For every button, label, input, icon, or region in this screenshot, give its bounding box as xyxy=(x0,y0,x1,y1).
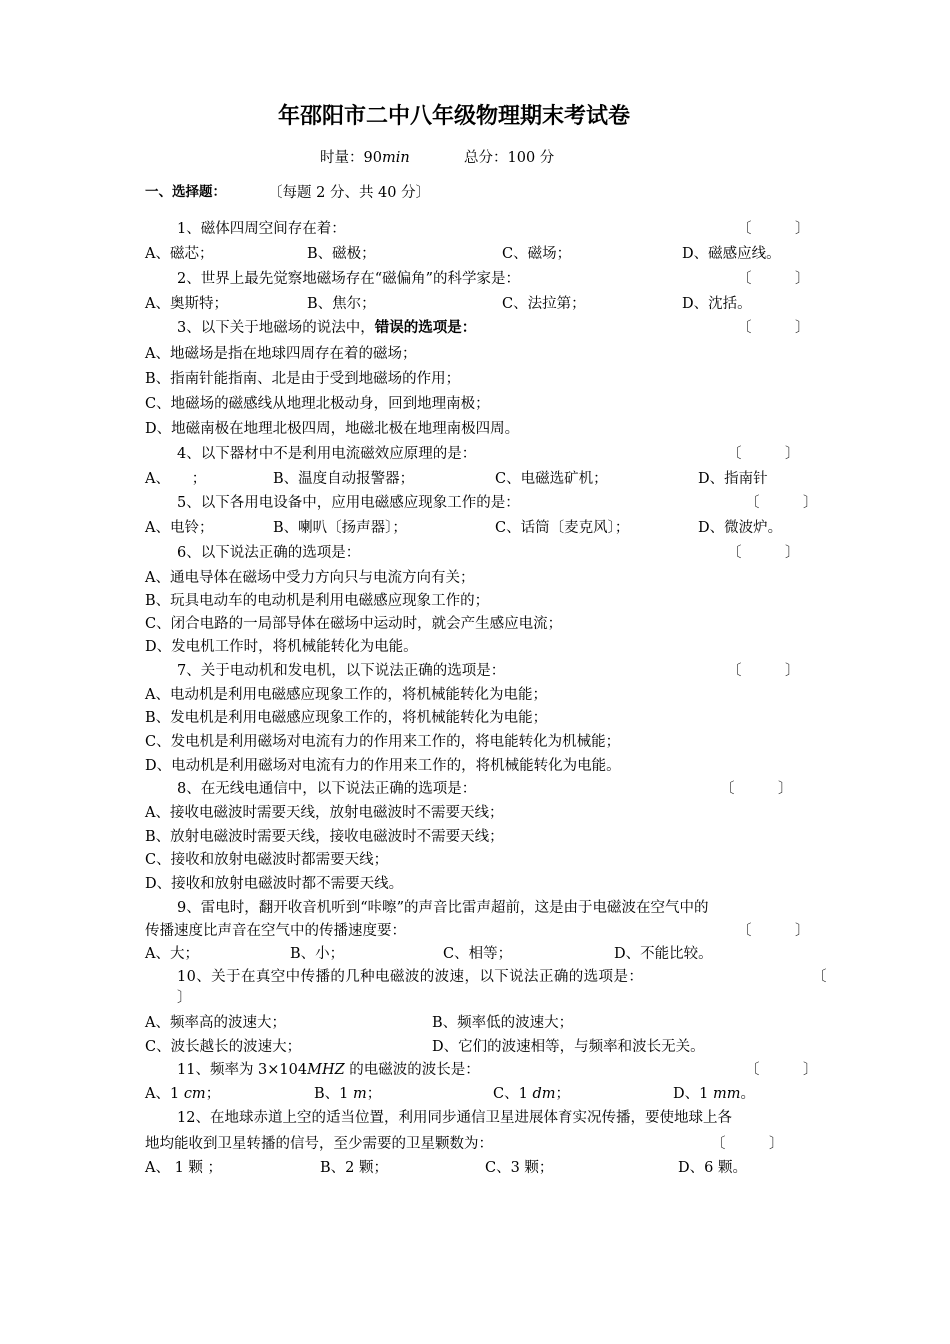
q11-d-unit: mm xyxy=(712,1086,741,1102)
q11-option-d xyxy=(673,1087,755,1102)
q6-option-c: C、闭合电路的一局部导体在磁场中运动时，就会产生感应电流； xyxy=(145,616,563,632)
question-7-stem: 7、关于电动机和发电机，以下说法正确的选项是： xyxy=(177,663,506,679)
question-3-stem xyxy=(177,321,476,336)
answer-bracket-12: 〔 〕 xyxy=(711,1136,784,1152)
question-10-stem: 10、关于在真空中传播的几种电磁波的波速，以下说法正确的选项是： xyxy=(177,969,644,985)
q11-b-value: B、1 xyxy=(314,1086,353,1102)
q5-option-c: C、话筒〔麦克风〕； xyxy=(495,520,630,536)
question-9-stem: 9、雷电时，翻开收音机听到“咔嚓”的声音比雷声超前，这是由于电磁波在空气中的 xyxy=(177,900,709,916)
q11-a-value: A、1 xyxy=(145,1086,184,1102)
q3-option-b: B、指南针能指南、北是由于受到地磁场的作用； xyxy=(145,371,461,387)
q8-option-c: C、接收和放射电磁波时都需要天线； xyxy=(145,852,389,868)
page-title: 年邵阳市二中八年级物理期末考试卷 xyxy=(278,104,631,129)
q10-option-a: A、频率高的波速大； xyxy=(145,1015,286,1031)
question-9-stem-continued: 传播速度比声音在空气中的传播速度要： xyxy=(145,923,406,939)
answer-bracket-3: 〔 〕 xyxy=(737,320,810,336)
q7-option-b: B、发电机是利用电磁感应现象工作的，将机械能转化为电能； xyxy=(145,710,548,726)
question-2-stem: 2、世界上最先觉察地磁场存在“磁偏角”的科学家是： xyxy=(177,271,521,287)
q4-option-a: A、 ； xyxy=(145,471,207,487)
q6-option-b: B、玩具电动车的电动机是利用电磁感应现象工作的； xyxy=(145,593,490,609)
q12-option-a: A、 1 颗 ； xyxy=(145,1160,223,1176)
question-6-stem: 6、以下说法正确的选项是： xyxy=(177,545,361,561)
q7-option-a: A、电动机是利用电磁感应现象工作的，将机械能转化为电能； xyxy=(145,687,547,703)
q12-option-b: B、2 颗； xyxy=(320,1160,388,1176)
q5-option-b: B、喇叭〔扬声器〕； xyxy=(273,520,407,536)
question-1-stem: 1、磁体四周空间存在着： xyxy=(177,221,346,237)
q5-option-d: D、微波炉。 xyxy=(698,520,783,536)
answer-bracket-11: 〔 〕 xyxy=(745,1062,818,1078)
exam-total-score: 总分：100 分 xyxy=(464,150,555,166)
q11-option-b xyxy=(314,1087,381,1102)
question-8-stem: 8、在无线电通信中，以下说法正确的选项是： xyxy=(177,781,477,797)
q2-option-d: D、沈括。 xyxy=(682,296,752,312)
q8-option-a: A、接收电磁波时需要天线，放射电磁波时不需要天线； xyxy=(145,805,504,821)
q8-option-d: D、接收和放射电磁波时都不需要天线。 xyxy=(145,876,404,892)
q12-option-d: D、6 颗。 xyxy=(678,1160,747,1176)
answer-bracket-5: 〔 〕 xyxy=(745,495,818,511)
q10-option-b: B、频率低的波速大； xyxy=(432,1015,574,1031)
answer-bracket-4: 〔 〕 xyxy=(727,446,800,462)
q11-d-punct: 。 xyxy=(740,1086,755,1102)
q11-stem-unit: MHZ xyxy=(307,1062,345,1078)
q3-option-d: D、地磁南极在地理北极四周，地磁北极在地理南极四周。 xyxy=(145,421,520,437)
question-12-stem: 12、在地球赤道上空的适当位置，利用同步通信卫星进展体育实况传播，要使地球上各 xyxy=(177,1110,732,1126)
answer-bracket-8: 〔 〕 xyxy=(720,781,793,797)
q6-option-d: D、发电机工作时，将机械能转化为电能。 xyxy=(145,639,418,655)
answer-bracket-6: 〔 〕 xyxy=(727,545,800,561)
q3-option-c: C、地磁场的磁感线从地理北极动身，回到地理南极； xyxy=(145,396,490,412)
q4-option-d: D、指南针 xyxy=(698,471,768,487)
q9-option-c: C、相等； xyxy=(443,946,513,962)
section-heading: 一、选择题： xyxy=(145,184,226,200)
q11-a-unit: cm xyxy=(183,1086,206,1102)
q7-option-c: C、发电机是利用磁场对电流有力的作用来工作的，将电能转化为机械能； xyxy=(145,734,621,750)
q11-option-c xyxy=(493,1087,570,1102)
q8-option-b: B、放射电磁波时需要天线，接收电磁波时不需要天线； xyxy=(145,829,504,845)
exam-time xyxy=(320,151,410,166)
q2-option-a: A、奥斯特； xyxy=(145,296,228,312)
q1-option-b: B、磁极； xyxy=(307,246,376,262)
answer-bracket-10-open: 〔 xyxy=(812,969,827,985)
q10-option-d: D、它们的波速相等，与频率和波长无关。 xyxy=(432,1039,705,1055)
q11-c-value: C、1 xyxy=(493,1086,533,1102)
time-label: 时量：90 xyxy=(320,150,382,166)
q5-option-a: A、电铃； xyxy=(145,520,214,536)
q9-option-d: D、不能比较。 xyxy=(614,946,713,962)
q11-c-punct: ； xyxy=(555,1086,570,1102)
q11-a-punct: ； xyxy=(205,1086,221,1102)
q12-option-c: C、3 颗； xyxy=(485,1160,554,1176)
q11-stem-post: 的电磁波的波长是： xyxy=(344,1062,480,1078)
q3-stem-emphasis: 错误的选项是： xyxy=(374,319,477,336)
q1-option-d: D、磁感应线。 xyxy=(682,246,781,262)
q1-option-a: A、磁芯； xyxy=(145,246,214,262)
q7-option-d: D、电动机是利用磁场对电流有力的作用来工作的，将机械能转化为电能。 xyxy=(145,758,621,774)
q11-b-unit: m xyxy=(353,1086,367,1102)
q9-option-b: B、小； xyxy=(290,946,345,962)
q4-option-c: C、电磁选矿机； xyxy=(495,471,608,487)
q11-c-unit: dm xyxy=(532,1086,556,1102)
q2-option-c: C、法拉第； xyxy=(502,296,586,312)
question-12-stem-continued: 地均能收到卫星转播的信号，至少需要的卫星颗数为： xyxy=(145,1136,493,1152)
q3-stem-text: 3、以下关于地磁场的说法中， xyxy=(177,320,375,336)
answer-bracket-10-close: 〕 xyxy=(177,990,192,1006)
question-5-stem: 5、以下各用电设备中，应用电磁感应现象工作的是： xyxy=(177,495,520,511)
q4-option-b: B、温度自动报警器； xyxy=(273,471,415,487)
q11-b-punct: ； xyxy=(366,1086,382,1102)
q1-option-c: C、磁场； xyxy=(502,246,572,262)
q6-option-a: A、通电导体在磁场中受力方向只与电流方向有关； xyxy=(145,570,475,586)
answer-bracket-1: 〔 〕 xyxy=(737,221,810,237)
answer-bracket-2: 〔 〕 xyxy=(737,271,810,287)
q11-d-value: D、1 xyxy=(673,1086,713,1102)
q11-stem-pre: 11、频率为 3×104 xyxy=(177,1062,308,1078)
q2-option-b: B、焦尔； xyxy=(307,296,376,312)
q3-option-a: A、地磁场是指在地球四周存在着的磁场； xyxy=(145,346,417,362)
question-4-stem: 4、以下器材中不是利用电流磁效应原理的是： xyxy=(177,446,477,462)
q10-option-c: C、波长越长的波速大； xyxy=(145,1039,302,1055)
time-unit: min xyxy=(381,150,410,166)
q11-option-a xyxy=(145,1087,220,1102)
answer-bracket-7: 〔 〕 xyxy=(727,663,800,679)
q9-option-a: A、大； xyxy=(145,946,199,962)
question-11-stem xyxy=(177,1063,480,1078)
section-note: 〔每题 2 分、共 40 分〕 xyxy=(268,185,431,201)
answer-bracket-9: 〔 〕 xyxy=(737,923,810,939)
